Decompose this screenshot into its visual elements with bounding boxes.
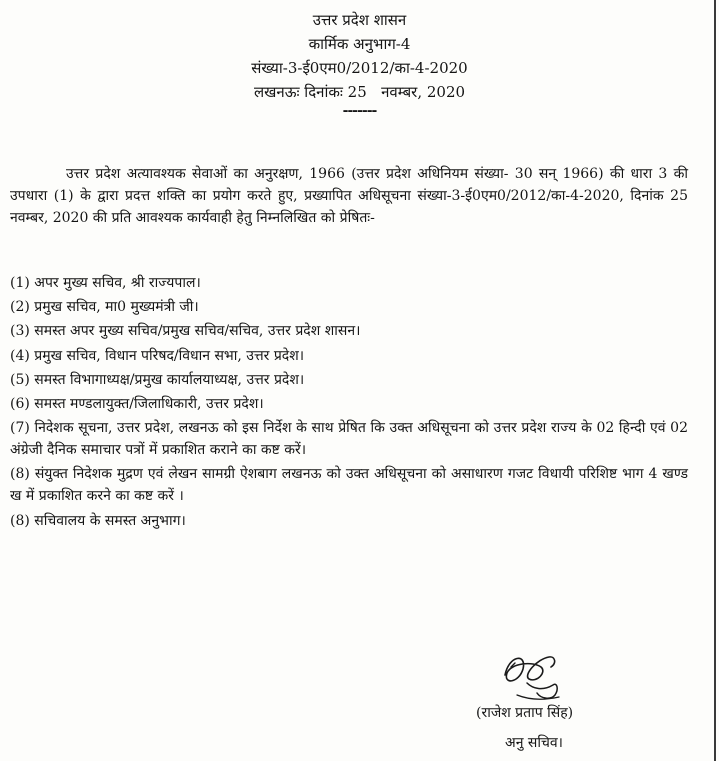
recipient-item: (2) प्रमुख सचिव, मा0 मुख्यमंत्री जी। xyxy=(10,299,199,316)
document-header xyxy=(0,8,719,118)
signatory-name: (राजेश प्रताप सिंह) xyxy=(476,705,574,721)
recipient-item: (3) समस्त अपर मुख्य सचिव/प्रमुख सचिव/सचिव, उत्तर प्रदेश शासन। xyxy=(10,323,361,340)
place-and-date: लखनऊः दिनांकः 25 नवम्बर, 2020 xyxy=(253,83,466,101)
recipient-item: (4) प्रमुख सचिव, विधान परिषद/विधान सभा, उत्तर प्रदेश। xyxy=(10,347,305,364)
recipient-list xyxy=(10,272,688,534)
recipient-item: (1) अपर मुख्य सचिव, श्री राज्यपाल। xyxy=(10,275,201,291)
recipient-item: (8) सचिवालय के समस्त अनुभाग। xyxy=(10,512,186,529)
handwritten-signature xyxy=(497,645,567,705)
recipient-item: (7) निदेशक सूचना, उत्तर प्रदेश, लखनऊ को इस निर्देश के साथ प्रेषित कि उक्त अधिसूचना को उत्तर प्रदेश राज्य के 02 हिन्दी एवं 02 अंग्रेजी दैनिक समाचार पत्रों में प्रकाशित कराने का कष्ट करें। xyxy=(10,420,688,459)
recipient-item: (6) समस्त मण्डलायुक्त/जिलाधिकारी, उत्तर प्रदेश। xyxy=(10,395,264,412)
intro-paragraph: उत्तर प्रदेश अत्यावश्यक सेवाओं का अनुरक्षण, 1966 (उत्तर प्रदेश अधिनियम संख्या- 30 सन् 1966) की धारा 3 की उपधारा (1) के द्वारा प्रदत्त शक्ति का प्रयोग करते हुए, प्रख्यापित अधिसूचना संख्या-3-ई0एम0/2012/का-4-2020, दिनांक 25 नवम्बर, 2020 की प्रति आवश्यक कार्यवाही हेतु निम्नलिखित को प्रेषितः- xyxy=(10,166,688,226)
department-name: कार्मिक अनुभाग-4 xyxy=(308,35,411,53)
government-title: उत्तर प्रदेश शासन xyxy=(312,11,407,29)
reference-number: संख्या-3-ई0एम0/2012/का-4-2020 xyxy=(251,59,468,77)
header-separator: ------- xyxy=(342,103,377,119)
signatory-designation: अनु सचिव। xyxy=(505,735,563,751)
recipient-item: (8) संयुक्त निदेशक मुद्रण एवं लेखन सामग्री ऐशबाग लखनऊ को उक्त अधिसूचना को असाधारण गजट विधायी परिशिष्ट भाग 4 खण्ड ख में प्रकाशित करने का कष्ट करें । xyxy=(10,466,688,505)
recipient-item: (5) समस्त विभागाध्यक्ष/प्रमुख कार्यालयाध्यक्ष, उत्तर प्रदेश। xyxy=(10,371,305,388)
